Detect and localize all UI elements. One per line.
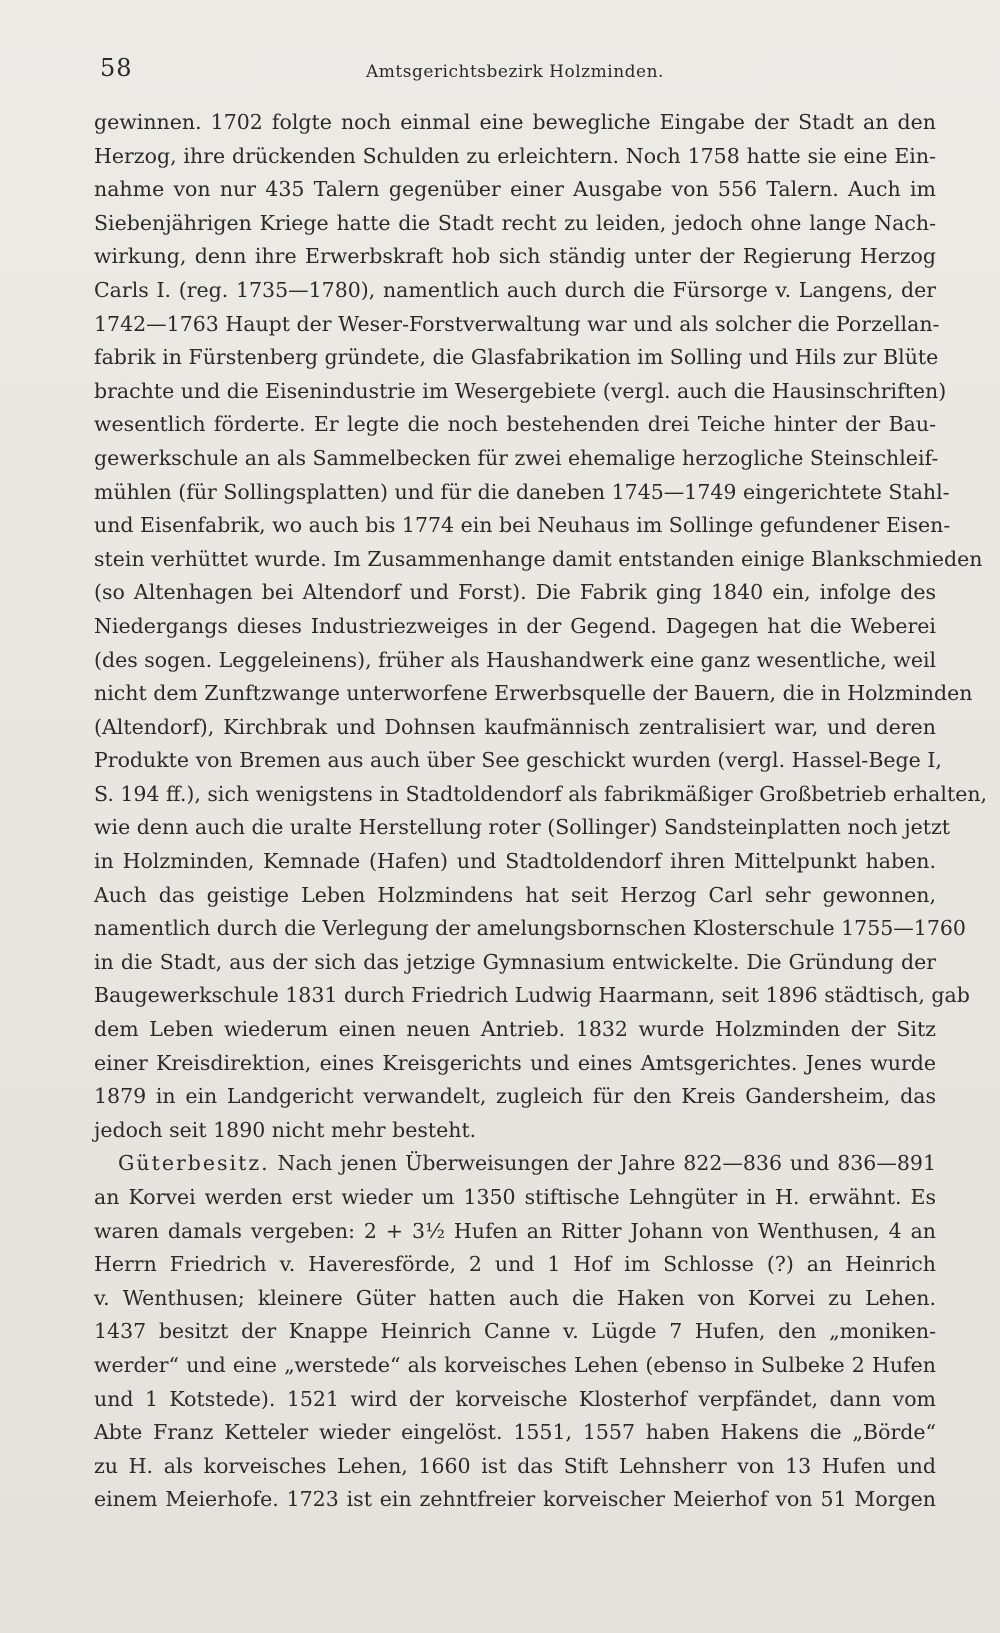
text-line: jedoch seit 1890 nicht mehr besteht. xyxy=(94,1117,477,1142)
text-line: Baugewerkschule 1831 durch Friedrich Ludwig Haarmann, seit 1896 städtisch, gab xyxy=(94,983,970,1008)
text-line: in Holzminden, Kemnade (Hafen) und Stadtoldendorf ihren Mittelpunkt haben. xyxy=(94,849,936,874)
text-line: gewinnen. 1702 folgte noch einmal eine bewegliche Eingabe der Stadt an den xyxy=(94,110,936,134)
text-line: (Altendorf), Kirchbrak und Dohnsen kaufmännisch zentralisiert war, und deren xyxy=(94,714,936,739)
page-header xyxy=(100,54,930,94)
text-line: wie denn auch die uralte Herstellung roter (Sollinger) Sandsteinplatten noch jetzt xyxy=(94,815,951,840)
text-line: Auch das geistige Leben Holzmindens hat seit Herzog Carl sehr gewonnen, xyxy=(94,882,936,907)
text-line: einem Meierhofe. 1723 ist ein zehntfreier korveischer Meierhof von 51 Morgen xyxy=(94,1487,936,1512)
text-line: stein verhüttet wurde. Im Zusammenhange damit entstanden einige Blankschmieden xyxy=(94,546,983,571)
text-line: gewerkschule an als Sammelbecken für zwei ehemalige herzogliche Steinschleif- xyxy=(94,445,939,470)
section-first-line xyxy=(94,1147,936,1181)
text-line: in die Stadt, aus der sich das jetzige Gymnasium entwickelte. Die Gründung der xyxy=(94,949,936,974)
text-line: waren damals vergeben: 2 + 3½ Hufen an Ritter Johann von Wenthusen, 4 an xyxy=(94,1218,936,1243)
text-line: fabrik in Fürstenberg gründete, die Glasfabrikation im Solling und Hils zur Blüte xyxy=(94,345,939,370)
text-line: (so Altenhagen bei Altendorf und Forst). Die Fabrik ging 1840 ein, infolge des xyxy=(94,580,936,605)
text-line: einer Kreisdirektion, eines Kreisgerichts und eines Amtsgerichtes. Jenes wurde xyxy=(94,1050,936,1075)
running-title: Amtsgerichtsbezirk Holzminden. xyxy=(366,62,664,82)
text-line: an Korvei werden erst wieder um 1350 stiftische Lehngüter in H. erwähnt. Es xyxy=(94,1185,936,1209)
text-line: und Eisenfabrik, wo auch bis 1774 ein bei Neuhaus im Sollinge gefundener Eisen- xyxy=(94,513,951,538)
text-line: Niedergangs dieses Industriezweiges in der Gegend. Dagegen hat die Weberei xyxy=(94,613,936,638)
text-line: 1742—1763 Haupt der Weser-Forstverwaltung war und als solcher die Porzellan- xyxy=(94,311,940,336)
text-line: nicht dem Zunftzwange unterworfene Erwerbsquelle der Bauern, die in Holzminden xyxy=(94,681,973,706)
text-line: wesentlich förderte. Er legte die noch bestehenden drei Teiche hinter der Bau- xyxy=(94,412,936,437)
text-line: dem Leben wiederum einen neuen Antrieb. 1832 wurde Holzminden der Sitz xyxy=(94,1017,936,1042)
text-line: v. Wenthusen; kleinere Güter hatten auch die Haken von Korvei zu Lehen. xyxy=(94,1285,936,1310)
section-heading: Güterbesitz. xyxy=(118,1151,270,1176)
body-text xyxy=(94,106,988,1517)
text-line: namentlich durch die Verlegung der amelungsbornschen Klosterschule 1755—1760 xyxy=(94,916,966,941)
text-line: S. 194 ff.), sich wenigstens in Stadtoldendorf als fabrikmäßiger Großbetrieb erhalten, xyxy=(94,781,988,806)
text-line: Herrn Friedrich v. Haveresförde, 2 und 1 Hof im Schlosse (?) an Heinrich xyxy=(94,1252,936,1277)
text-line: Herzog, ihre drückenden Schulden zu erleichtern. Noch 1758 hatte sie eine Ein- xyxy=(94,143,936,168)
text-line: wirkung, denn ihre Erwerbskraft hob sich ständig unter der Regierung Herzog xyxy=(94,244,936,269)
text-line: nahme von nur 435 Talern gegenüber einer Ausgabe von 556 Talern. Auch im xyxy=(94,177,936,202)
text-line: und 1 Kotstede). 1521 wird der korveische Klosterhof verpfändet, dann vom xyxy=(94,1386,936,1411)
text-line: zu H. als korveisches Lehen, 1660 ist das Stift Lehnsherr von 13 Hufen und xyxy=(94,1453,936,1478)
text-line: 1879 in ein Landgericht verwandelt, zugleich für den Kreis Gandersheim, das xyxy=(94,1084,936,1109)
text-line: 1437 besitzt der Knappe Heinrich Canne v. Lügde 7 Hufen, den „moniken- xyxy=(94,1319,936,1344)
text-line: Abte Franz Ketteler wieder eingelöst. 1551, 1557 haben Hakens die „Börde“ xyxy=(94,1420,936,1445)
text-line: werder“ und eine „werstede“ als korveisches Lehen (ebenso in Sulbeke 2 Hufen xyxy=(94,1352,936,1377)
text-line: Carls I. (reg. 1735—1780), namentlich auch durch die Fürsorge v. Langens, der xyxy=(94,277,936,302)
text-line: Siebenjährigen Kriege hatte die Stadt recht zu leiden, jedoch ohne lange Nach- xyxy=(94,210,936,235)
text-line: Produkte von Bremen aus auch über See geschickt wurden (vergl. Hassel-Bege I, xyxy=(94,748,942,773)
text-line: brachte und die Eisenindustrie im Wesergebiete (vergl. auch die Hausinschriften) xyxy=(94,378,947,403)
section-first-line-text: Nach jenen Überweisungen der Jahre 822—836 und 836—891 xyxy=(277,1151,936,1176)
text-line: mühlen (für Sollingsplatten) und für die daneben 1745—1749 eingerichtete Stahl- xyxy=(94,479,950,504)
page-number: 58 xyxy=(100,54,133,82)
text-line: (des sogen. Leggeleinens), früher als Haushandwerk eine ganz wesentliche, weil xyxy=(94,647,937,672)
